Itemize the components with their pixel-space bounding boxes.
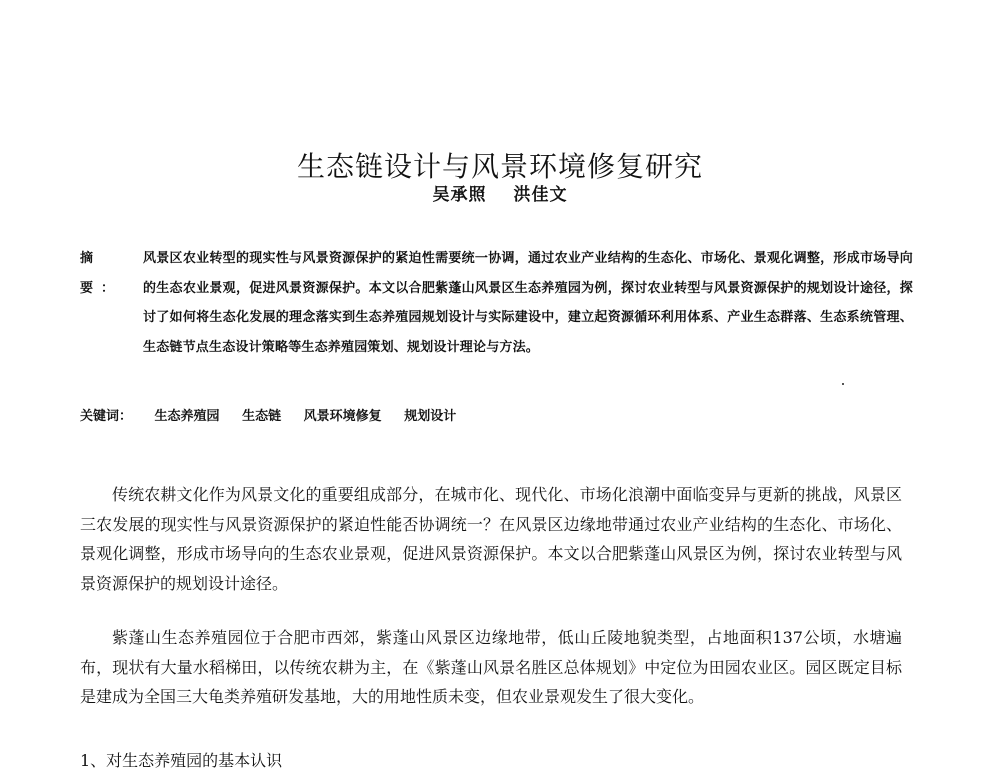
author-name: 吴承照 [432,185,487,205]
keywords-section [80,405,474,424]
keywords-label: 关键词： [80,409,133,424]
keyword-item: 规划设计 [404,409,457,424]
authors [0,180,1000,205]
section-heading: 1、对生态养殖园的基本认识 [80,751,283,771]
abstract-label: 摘 要： [80,251,123,296]
page-title: 生态链设计与风景环境修复研究 [296,149,703,183]
keyword-item: 生态养殖园 [154,409,220,424]
abstract-text: 风景区农业转型的现实性与风景资源保护的紧迫性需要统一协调，通过农业产业结构的生态化、市场化、景观化调整，形成市场导向的生态农业景观，促进风景资源保护。本文以合肥紫蓬山风景区生态养殖园为例，探讨农业转型与风景资源保护的规划设计途径，探讨了如何将生态化发展的理念落实到生态养殖园规划设计与实际建设中，建立起资源循环利用体系、产业生态群落、生态系统管理、生态链节点生态设计策略等生态养殖园策划、规划设计理论与方法。 [143,251,913,355]
scan-speck [842,383,844,385]
author-name: 洪佳文 [513,185,568,205]
body-paragraph: 紫蓬山生态养殖园位于合肥市西郊，紫蓬山风景区边缘地带，低山丘陵地貌类型，占地面积137公顷，水塘遍布，现状有大量水稻梯田，以传统农耕为主，在《紫蓬山风景名胜区总体规划》中定位为田园农业区。园区既定目标是建成为全国三大龟类养殖研发基地，大的用地性质未变，但农业景观发生了很大变化。 [80,628,902,706]
keyword-item: 风景环境修复 [303,409,382,424]
body-paragraph: 传统农耕文化作为风景文化的重要组成部分，在城市化、现代化、市场化浪潮中面临变异与更新的挑战，风景区三农发展的现实性与风景资源保护的紧迫性能否协调统一？在风景区边缘地带通过农业产业结构的生态化、市场化、景观化调整，形成市场导向的生态农业景观，促进风景资源保护。本文以合肥紫蓬山风景区为例，探讨农业转型与风景资源保护的规划设计途径。 [80,485,902,593]
keyword-item: 生态链 [242,409,282,424]
